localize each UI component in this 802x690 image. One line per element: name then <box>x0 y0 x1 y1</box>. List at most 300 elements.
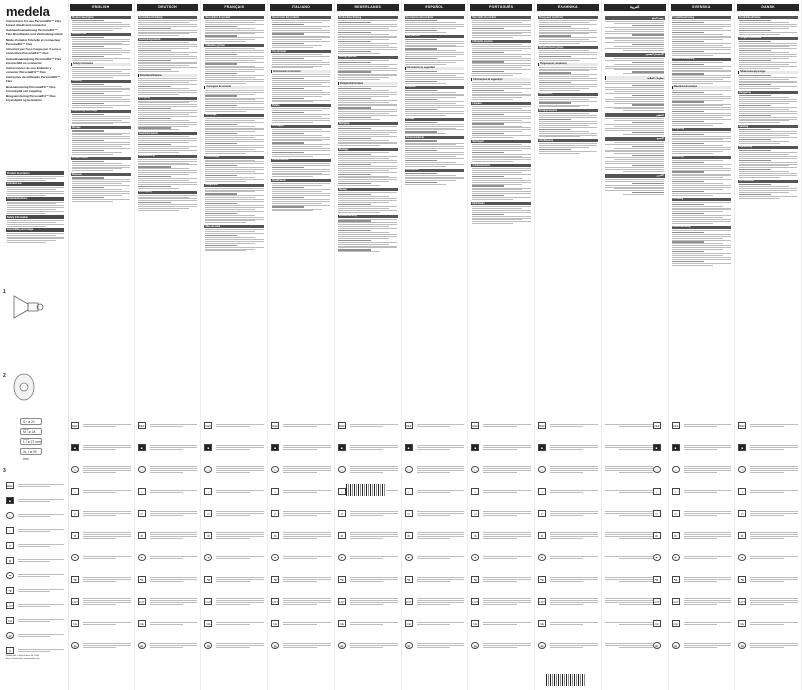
cover-title: Istruzioni per l'uso Coppa per il seno e connettore PersonalFit™ Flex <box>6 47 62 56</box>
symbol-row <box>271 590 331 612</box>
date-icon: □ <box>538 466 546 473</box>
symbol-description <box>18 588 64 593</box>
read-manual-icon: i <box>204 488 212 495</box>
recycle-icon: ♻ <box>71 532 79 539</box>
text-block <box>605 179 665 196</box>
manufacturer-icon: ■ <box>738 444 746 451</box>
date-icon: □ <box>672 466 680 473</box>
language-text-body <box>204 14 264 688</box>
ce-mark-icon: CE <box>139 621 144 626</box>
symbol-description <box>550 555 598 560</box>
section-heading: Productbeschrijving <box>338 16 398 19</box>
manufacturer-icon: ■ <box>271 444 279 451</box>
ce-mark-icon: CE <box>273 621 278 626</box>
section-heading: Smaltimento <box>271 179 331 182</box>
date-icon: □ <box>71 466 79 473</box>
language-header: PORTUGUÊS <box>470 4 532 11</box>
symbol-description <box>483 621 531 626</box>
section-heading: Eliminação <box>471 202 531 205</box>
symbol-description <box>750 642 798 649</box>
symbol-description <box>550 576 598 583</box>
symbol-description <box>350 642 398 649</box>
text-block <box>471 106 531 138</box>
symbol-row <box>605 546 665 568</box>
symbol-description <box>684 423 732 428</box>
keep-dry-icon: ☂ <box>204 554 212 561</box>
text-block <box>405 71 465 84</box>
read-manual-icon: i <box>405 488 413 495</box>
symbol-description <box>483 510 531 517</box>
symbol-description <box>216 642 264 649</box>
bpa-free-icon: ∅ <box>538 510 546 517</box>
section-heading: التجميع <box>605 137 665 141</box>
temperature-icon: ℃ <box>138 576 146 583</box>
symbol-description <box>750 555 798 560</box>
keep-dry-icon: ☂ <box>71 554 79 561</box>
bpa-free-icon: ∅ <box>653 510 661 517</box>
temperature-icon: ℃ <box>538 576 546 583</box>
ref-box-icon: REF <box>405 423 412 428</box>
symbol-description <box>350 621 398 626</box>
symbol-description <box>550 465 598 474</box>
text-block <box>405 20 465 33</box>
symbol-row <box>605 634 665 656</box>
symbol-row <box>138 546 198 568</box>
cover-title: Instruções de utilização PersonalFit™ Flex <box>6 75 61 84</box>
symbol-description <box>216 465 264 474</box>
symbol-description <box>750 621 798 626</box>
symbol-row <box>538 502 598 524</box>
symbol-description <box>18 633 64 638</box>
symbol-description <box>216 423 264 428</box>
section-heading: Πληροφορίες ασφάλειας <box>538 63 598 66</box>
symbol-row <box>6 478 64 493</box>
ce-mark-icon: CE <box>339 621 344 626</box>
symbol-row <box>6 613 64 628</box>
symbol-description <box>150 555 198 560</box>
section-heading: الاستخدام المقصود <box>605 53 665 57</box>
temperature-icon: ℃ <box>338 576 346 583</box>
manufacturer-icon: ■ <box>471 444 479 451</box>
symbol-row <box>271 634 331 656</box>
symbol-row <box>738 634 798 656</box>
symbol-row <box>605 568 665 590</box>
symbol-description <box>150 576 198 583</box>
text-block <box>538 67 598 91</box>
symbol-row <box>71 546 131 568</box>
symbol-row <box>672 502 732 524</box>
text-block <box>271 108 331 122</box>
symbol-description <box>550 423 598 428</box>
text-block <box>672 20 732 56</box>
symbol-row <box>338 590 398 612</box>
symbol-description <box>750 531 798 540</box>
manufacturer-icon: ■ <box>6 497 14 504</box>
section-heading: Disposal <box>71 173 131 176</box>
symbol-row <box>338 634 398 656</box>
section-heading: Αποθήκευση <box>538 139 598 142</box>
symbol-legend <box>471 414 531 656</box>
symbol-description <box>605 597 653 606</box>
section-heading: Assemblage <box>204 156 264 159</box>
section-heading: Informazioni di sicurezza <box>271 70 331 73</box>
text-block <box>338 152 398 186</box>
dishwasher-icon: ▤ <box>271 642 279 649</box>
cover-title: Instrucciones de uso Embudo y conector PersonalFit™ Flex <box>6 65 52 74</box>
read-manual-icon: i <box>672 488 680 495</box>
temperature-icon: ℃ <box>71 576 79 583</box>
symbol-row <box>6 628 64 643</box>
symbol-description <box>750 597 798 606</box>
text-block <box>738 20 798 35</box>
ref-box-icon: REF <box>72 423 78 428</box>
text-block <box>471 168 531 200</box>
symbol-description <box>350 576 398 583</box>
keep-dry-icon: ☂ <box>653 554 661 561</box>
symbol-description <box>417 555 465 560</box>
section-heading: Opbevaring <box>738 146 798 149</box>
manufacturer-address: Medela AG, Lättichstrasse 4b, 6340 Baar, Switzerland, www.medela.com <box>6 655 40 660</box>
section-heading: Limpeza <box>471 102 531 105</box>
symbol-legend <box>405 414 465 656</box>
section-heading: Rangement <box>204 184 264 187</box>
text-block <box>672 202 732 224</box>
symbol-description <box>684 555 732 560</box>
language-header: FRANÇAIS <box>203 4 265 11</box>
dishwasher-icon: ▤ <box>204 642 212 649</box>
lot-icon: LOT <box>405 599 412 604</box>
keep-dry-icon: ☂ <box>271 554 279 561</box>
text-block <box>138 159 198 189</box>
lot-icon: LOT <box>739 599 746 604</box>
language-text-body <box>471 14 531 688</box>
symbol-row <box>405 414 465 436</box>
recycle-icon: ♻ <box>471 532 479 539</box>
bpa-free-icon: ∅ <box>71 510 79 517</box>
symbol-row <box>605 436 665 458</box>
section-heading: Sicherheitshinweise <box>138 74 198 77</box>
symbol-row <box>538 590 598 612</box>
medela-logo: medela <box>6 4 50 19</box>
section-heading: Product return <box>71 157 131 160</box>
bpa-free-icon: ∅ <box>405 510 413 517</box>
text-block <box>471 144 531 162</box>
symbol-description <box>750 489 798 494</box>
symbol-legend <box>204 414 264 656</box>
symbol-row <box>6 583 64 598</box>
section-heading: Rengøring <box>738 91 798 94</box>
symbol-description <box>83 621 131 626</box>
symbol-row <box>6 568 64 583</box>
recycle-icon: ♻ <box>138 532 146 539</box>
recycle-icon: ♻ <box>738 532 746 539</box>
text-block <box>605 118 665 135</box>
bpa-free-icon: ∅ <box>6 542 14 549</box>
ref-box-icon: REF <box>205 423 212 428</box>
section-heading: Montaggio <box>271 125 331 128</box>
symbol-legend <box>71 414 131 656</box>
symbol-row <box>405 502 465 524</box>
text-block <box>405 122 465 135</box>
text-block <box>672 230 732 266</box>
symbol-description <box>350 555 398 560</box>
section-heading: Tilsigtet anvendelse <box>738 37 798 40</box>
symbol-row <box>738 568 798 590</box>
date-icon: □ <box>138 466 146 473</box>
cover-title: Gebrauchsanweisung PersonalFit™ Flex Brusthaube und Verbindungsstück <box>6 28 63 37</box>
symbol-description <box>18 483 64 488</box>
symbol-row <box>672 634 732 656</box>
section-heading: معلومات السلامة <box>605 76 665 80</box>
section-heading: Beoogd gebruik <box>338 56 398 59</box>
symbol-description <box>750 465 798 474</box>
recycle-icon: ♻ <box>538 532 546 539</box>
ref-box-icon: REF <box>7 484 13 488</box>
symbol-row <box>138 414 198 436</box>
symbol-description <box>483 444 531 451</box>
symbol-description <box>483 531 531 540</box>
symbol-description <box>83 597 131 606</box>
section-heading: Afvalverwerking <box>338 215 398 218</box>
ref-box-icon: REF <box>653 423 660 428</box>
symbol-row <box>672 590 732 612</box>
symbol-description <box>283 621 331 626</box>
symbol-legend <box>271 414 331 656</box>
symbol-row <box>405 458 465 480</box>
language-text-body <box>71 14 131 688</box>
section-heading: Veiligheidsinformatie <box>338 82 398 85</box>
text-block <box>6 176 64 181</box>
symbol-description <box>605 423 653 428</box>
symbol-description <box>83 531 131 540</box>
date-icon: □ <box>6 512 14 519</box>
symbol-row <box>71 458 131 480</box>
text-block <box>204 90 264 112</box>
section-heading: Bortskaffelse <box>738 180 798 183</box>
bpa-free-icon: ∅ <box>271 510 279 517</box>
symbol-description <box>750 444 798 451</box>
text-block <box>138 20 198 36</box>
text-block <box>738 129 798 144</box>
symbol-row <box>672 524 732 546</box>
language-column <box>468 0 535 690</box>
section-heading: Montagem <box>471 140 531 143</box>
text-block <box>605 142 665 172</box>
cover-title-list <box>6 19 64 103</box>
cover-title: Brugsanvisning PersonalFit™ Flex brystskjold og konnektor <box>6 94 56 103</box>
read-manual-icon: i <box>738 488 746 495</box>
lot-icon: LOT <box>7 604 13 608</box>
text-block <box>138 78 198 94</box>
dishwasher-icon: ▤ <box>138 642 146 649</box>
section-heading: Avsedd användning <box>672 58 732 61</box>
symbol-row <box>71 590 131 612</box>
language-column <box>402 0 469 690</box>
section-heading: Almacenamiento <box>405 136 465 139</box>
section-heading: Reiniging <box>338 122 398 125</box>
symbol-row <box>204 590 264 612</box>
read-manual-icon: i <box>471 488 479 495</box>
section-heading: Samling <box>738 125 798 128</box>
text-block <box>471 44 531 76</box>
dishwasher-icon: ▤ <box>405 642 413 649</box>
text-block <box>271 163 331 177</box>
section-heading: وصف المنتج <box>605 16 665 20</box>
bpa-free-icon: ∅ <box>138 510 146 517</box>
symbol-description <box>417 597 465 606</box>
dishwasher-icon: ▤ <box>538 642 546 649</box>
symbol-row <box>538 634 598 656</box>
symbol-row <box>271 480 331 502</box>
recycle-icon: ♻ <box>338 532 346 539</box>
section-heading: Opslag <box>338 188 398 191</box>
text-block <box>71 20 131 31</box>
text-block <box>538 113 598 137</box>
symbol-row <box>6 523 64 538</box>
symbol-description <box>417 489 465 494</box>
symbol-row <box>738 546 798 568</box>
cover-section-heading: Contraindications <box>6 197 64 201</box>
recycle-icon: ♻ <box>271 532 279 539</box>
symbol-row <box>138 612 198 634</box>
text-block <box>471 206 531 224</box>
language-header: SVENSKA <box>671 4 733 11</box>
section-heading: Utilisation prévue <box>204 44 264 47</box>
symbol-row <box>538 612 598 634</box>
symbol-row <box>6 493 64 508</box>
symbol-row <box>204 568 264 590</box>
symbol-description <box>550 642 598 649</box>
symbol-row <box>71 524 131 546</box>
symbol-row <box>405 524 465 546</box>
section-heading: Säkerhetsinformation <box>672 86 732 89</box>
language-header: DANSK <box>737 4 799 11</box>
symbol-description <box>684 621 732 626</box>
recycle-icon: ♻ <box>672 532 680 539</box>
manufacturer-icon: ■ <box>338 444 346 451</box>
text-block <box>405 140 465 166</box>
temperature-icon: ℃ <box>738 576 746 583</box>
symbol-row <box>405 568 465 590</box>
flange-size-m: M / ø 24 mm <box>20 428 42 435</box>
symbol-row <box>738 502 798 524</box>
symbol-description <box>605 621 653 626</box>
symbol-description <box>83 489 131 494</box>
text-block <box>338 192 398 212</box>
section-heading: Förvaring <box>672 198 732 201</box>
waste-bin-icon: ☒ <box>6 647 14 654</box>
keep-dry-icon: ☂ <box>471 554 479 561</box>
text-block <box>471 82 531 100</box>
section-heading: Reinigung <box>138 97 198 100</box>
section-heading: Nettoyage <box>204 114 264 117</box>
symbol-row <box>738 458 798 480</box>
ce-mark-icon: CE <box>740 621 745 626</box>
keep-dry-icon: ☂ <box>338 554 346 561</box>
symbol-row <box>672 436 732 458</box>
read-manual-icon: i <box>71 488 79 495</box>
symbol-row <box>405 590 465 612</box>
language-header: ITALIANO <box>270 4 332 11</box>
section-heading: Consignes de sécurité <box>204 86 264 89</box>
symbol-row <box>405 436 465 458</box>
text-block <box>138 136 198 152</box>
temperature-icon: ℃ <box>471 576 479 583</box>
cover-column <box>0 0 69 690</box>
symbol-description <box>216 489 264 494</box>
ce-mark-icon: CE <box>7 619 13 623</box>
text-block <box>271 74 331 102</box>
text-block <box>538 50 598 61</box>
symbol-row <box>204 502 264 524</box>
text-block <box>138 42 198 72</box>
text-block <box>338 20 398 54</box>
section-heading: Armazenamento <box>471 164 531 167</box>
symbol-description <box>283 576 331 583</box>
text-block <box>204 188 264 224</box>
date-icon: □ <box>271 466 279 473</box>
symbol-row <box>204 480 264 502</box>
symbol-row <box>338 414 398 436</box>
symbol-description <box>83 444 131 451</box>
breast-shield-size-illustration-icon <box>8 368 46 406</box>
section-heading: Sikkerhedsoplysninger <box>738 71 798 74</box>
symbol-description <box>605 555 653 560</box>
language-text-body <box>138 14 198 688</box>
language-header: العربية <box>604 4 666 11</box>
symbol-row <box>605 458 665 480</box>
section-heading: Descrição do produto <box>471 16 531 19</box>
ref-box-icon: REF <box>138 423 145 428</box>
section-heading: التنظيف <box>605 113 665 117</box>
symbol-description <box>283 642 331 649</box>
text-block <box>271 129 331 157</box>
symbol-description <box>550 444 598 451</box>
ref-box-icon: REF <box>472 423 479 428</box>
section-heading: Información de seguridad <box>405 67 465 70</box>
symbol-description <box>605 576 653 583</box>
text-block <box>271 183 331 211</box>
section-heading: Assembling and usage <box>71 110 131 113</box>
language-column <box>669 0 736 690</box>
symbol-row <box>71 502 131 524</box>
symbol-description <box>83 510 131 517</box>
symbol-description <box>684 444 732 451</box>
read-manual-icon: i <box>338 488 346 495</box>
figure-number: 2 <box>3 373 6 379</box>
language-column <box>201 0 268 690</box>
recycle-icon: ♻ <box>653 532 661 539</box>
date-icon: □ <box>738 466 746 473</box>
keep-dry-icon: ☂ <box>738 554 746 561</box>
symbol-row <box>138 458 198 480</box>
symbol-description <box>18 558 64 563</box>
symbol-legend <box>138 414 198 656</box>
section-heading: Zusammensetzen <box>138 132 198 135</box>
text-block <box>405 39 465 65</box>
section-heading: Προβλεπόμενη χρήση <box>538 46 598 49</box>
date-icon: □ <box>471 466 479 473</box>
symbol-row <box>538 546 598 568</box>
symbol-description <box>150 489 198 494</box>
manufacturer-icon: ■ <box>538 444 546 451</box>
symbol-legend <box>538 414 598 656</box>
symbol-description <box>150 444 198 451</box>
symbol-row <box>405 634 465 656</box>
lot-icon: LOT <box>272 599 279 604</box>
symbol-row <box>738 590 798 612</box>
section-heading: Avfallshantering <box>672 226 732 229</box>
